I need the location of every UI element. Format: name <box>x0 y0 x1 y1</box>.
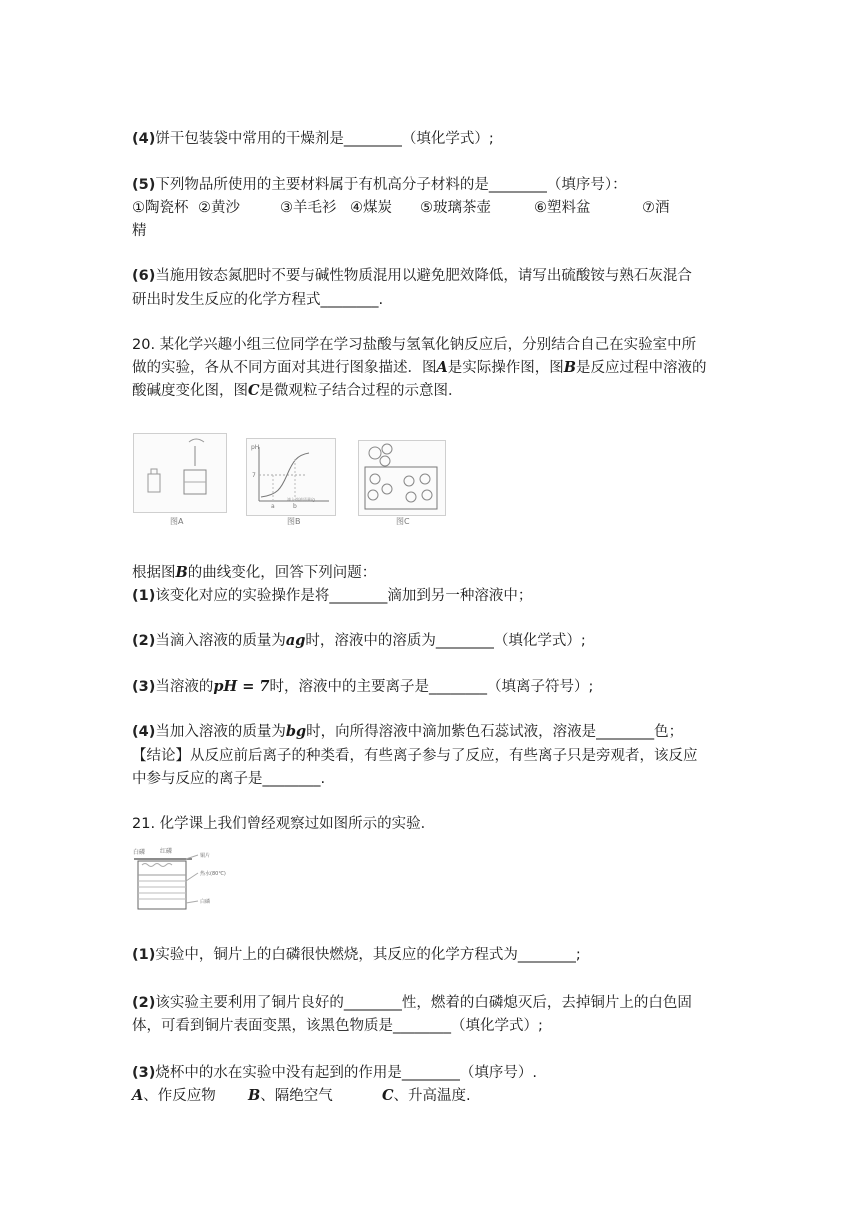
particle-diagram <box>359 441 445 515</box>
q19-part4 <box>132 129 494 149</box>
option-item: ③羊毛衫 <box>280 200 337 216</box>
part-text: 饼干包装袋中常用的干燥剂是________（填化学式）; <box>155 131 494 147</box>
q20-part1 <box>132 586 532 606</box>
text-span: 根据图 <box>132 565 176 581</box>
part-text: 当施用铵态氮肥时不要与碱性物质混用以避免肥效降低，请写出硫酸铵与熟石灰混合 <box>155 268 692 284</box>
q19-part6-line2: 研出时发生反应的化学方程式________. <box>132 292 384 308</box>
part-number: (3) <box>132 679 156 695</box>
q19-part5 <box>132 175 627 195</box>
text-span: 时，向所得溶液中滴加紫色石蕊试液，溶液是________色； <box>306 724 684 740</box>
dropper-beaker-illustration <box>134 434 226 512</box>
text-span: 当溶液的 <box>155 679 214 695</box>
text-span: 是微观粒子结合过程的示意图． <box>259 383 463 399</box>
q21-part2-line1 <box>132 993 692 1013</box>
ph-curve-chart <box>247 439 335 515</box>
part-text: 该变化对应的实验操作是将________滴加到另一种溶液中； <box>155 588 533 604</box>
text-span: 时，溶液中的溶质为________（填化学式）; <box>305 633 586 649</box>
part-number: (5) <box>132 177 156 193</box>
var-ph: pH = 7 <box>213 678 270 695</box>
figure-c <box>358 440 446 516</box>
option-text: 、升高温度. <box>393 1088 471 1104</box>
text-span: 当滴入溶液的质量为 <box>155 633 286 649</box>
text-span: 是实际操作图，图 <box>447 360 564 376</box>
part-number: (1) <box>132 588 156 604</box>
tick-a: a <box>271 503 275 510</box>
option-letter: A <box>132 1087 144 1104</box>
q21-part3 <box>132 1063 537 1083</box>
option-item: ⑤玻璃茶壶 <box>420 200 491 216</box>
figure-b-caption: 图B <box>287 517 301 526</box>
q19-part6-line1 <box>132 266 692 286</box>
part-text: 实验中，铜片上的白磷很快燃烧，其反应的化学方程式为________; <box>155 947 581 963</box>
part-number: (2) <box>132 995 156 1011</box>
option-letter: B <box>248 1087 261 1104</box>
var-B: B <box>563 359 577 376</box>
phosphorus-experiment-illustration <box>132 845 232 913</box>
text-span: 做的实验，各从不同方面对其进行图象描述．图 <box>132 360 437 376</box>
part-number: (6) <box>132 268 156 284</box>
q20-line1: 20. 某化学兴趣小组三位同学在学习盐酸与氢氧化钠反应后，分别结合自己在实验室中所 <box>132 337 697 353</box>
part-text: 烧杯中的水在实验中没有起到的作用是________（填序号）. <box>155 1065 537 1081</box>
var-C: C <box>248 382 260 399</box>
q21-line1: 21. 化学课上我们曾经观察过如图所示的实验． <box>132 816 436 832</box>
tick-7: 7 <box>252 472 256 479</box>
figure-b <box>246 438 336 516</box>
text-span: 当加入溶液的质量为 <box>155 724 286 740</box>
var-B: B <box>175 564 188 581</box>
var-A: A <box>436 359 448 376</box>
q20-line2 <box>132 358 707 378</box>
part-number: (1) <box>132 947 156 963</box>
option-item: ⑥塑料盆 <box>534 200 591 216</box>
option-text: 、隔绝空气 <box>260 1088 333 1104</box>
label-red-phosphorus: 红磷 <box>160 848 173 855</box>
q20-lead <box>132 563 376 583</box>
text-span: 的曲线变化，回答下列问题： <box>187 565 377 581</box>
part-number: (4) <box>132 131 156 147</box>
q20-conclusion-line2: 中参与反应的离子是________. <box>132 771 326 787</box>
part-text: 下列物品所使用的主要材料属于有机高分子材料的是________（填序号）： <box>155 177 627 193</box>
option-a <box>132 1086 248 1106</box>
option-text: 、作反应物 <box>143 1088 216 1104</box>
q19-part5-options <box>132 198 670 218</box>
label-white-phosphorus: 白磷 <box>133 849 146 856</box>
label-white-phosphorus-2: 白磷 <box>200 899 211 905</box>
option-item: ⑦酒 <box>642 200 670 216</box>
figure-c-caption: 图C <box>396 517 410 526</box>
x-axis-label: 滴入溶液质量/g <box>287 497 315 502</box>
option-item: ①陶瓷杯 <box>132 200 189 216</box>
part-number: (3) <box>132 1065 156 1081</box>
option-c <box>382 1086 471 1106</box>
var-bg: bg <box>285 723 307 740</box>
option-b <box>248 1086 382 1106</box>
q20-part2 <box>132 631 586 651</box>
q19-part5-wrap: 精 <box>132 223 147 239</box>
q21-part1 <box>132 945 581 965</box>
part-number: (4) <box>132 724 156 740</box>
label-hot-water: 热水(80℃) <box>200 871 226 877</box>
option-item: ④煤炭 <box>350 200 392 216</box>
option-item: ②黄沙 <box>198 200 240 216</box>
var-ag: ag <box>285 632 306 649</box>
q20-line3 <box>132 381 463 401</box>
text-span: 时，溶液中的主要离子是________（填离子符号）; <box>269 679 594 695</box>
q21-figure <box>132 845 232 913</box>
figure-a-caption: 图A <box>170 517 184 526</box>
tick-b: b <box>293 503 297 510</box>
q20-part4 <box>132 722 683 742</box>
q21-part3-options <box>132 1086 471 1106</box>
part-text: 该实验主要利用了铜片良好的________性，燃着的白磷熄灭后，去掉铜片上的白色固 <box>155 995 692 1011</box>
text-span: 是反应过程中溶液的 <box>576 360 707 376</box>
text-span: 酸碱度变化图，图 <box>132 383 248 399</box>
label-copper: 铜片 <box>200 853 211 859</box>
part-number: (2) <box>132 633 156 649</box>
q20-part3 <box>132 677 593 697</box>
option-letter: C <box>382 1087 394 1104</box>
y-axis-label: pH <box>251 444 260 451</box>
figure-a <box>133 433 227 513</box>
q21-part2-line2: 体，可看到铜片表面变黑，该黑色物质是________（填化学式）; <box>132 1018 543 1034</box>
q20-conclusion-line1: 【结论】从反应前后离子的种类看，有些离子参与了反应，有些离子只是旁观者，该反应 <box>132 748 698 764</box>
